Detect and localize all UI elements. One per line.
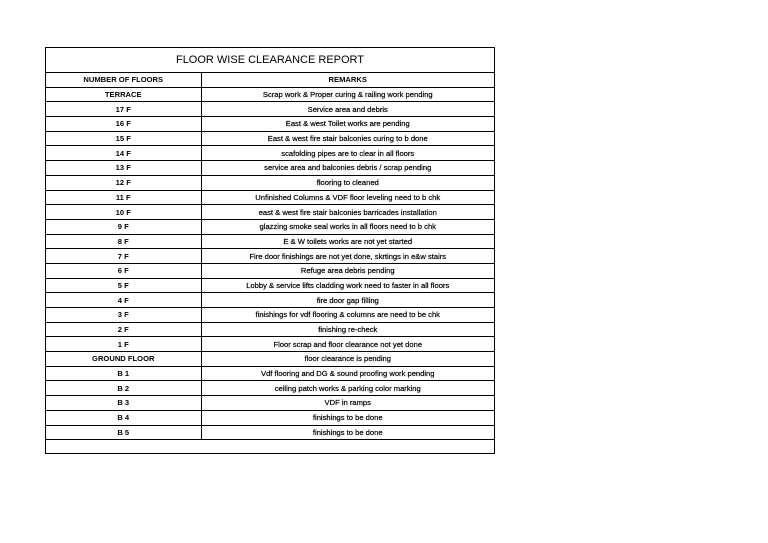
remark-cell: finishings for vdf flooring & columns are need to be chk	[201, 308, 494, 323]
remark-cell: Vdf flooring and DG & sound proofing work pending	[201, 366, 494, 381]
floor-cell: 5 F	[117, 280, 129, 290]
table-row	[46, 263, 494, 278]
table-row	[46, 278, 494, 293]
clearance-report-sheet	[45, 47, 495, 454]
remark-cell: finishings to be done	[201, 410, 494, 425]
floor-cell: 13 F	[115, 163, 131, 173]
remark-cell: east & west fire stair balconies barricades installation	[201, 205, 494, 220]
table-header-row	[46, 73, 494, 87]
floor-cell: 12 F	[115, 178, 131, 188]
table-row	[46, 410, 494, 425]
report-title: FLOOR WISE CLEARANCE REPORT	[46, 48, 494, 73]
table-row	[46, 146, 494, 161]
floor-cell: 6 F	[117, 266, 129, 276]
floor-cell: 3 F	[117, 310, 129, 320]
table-row	[46, 396, 494, 411]
remark-cell: finishing re-check	[201, 322, 494, 337]
table-row	[46, 161, 494, 176]
table-row	[46, 205, 494, 220]
floor-cell: 2 F	[117, 325, 129, 335]
table-row	[46, 102, 494, 117]
table-row	[46, 381, 494, 396]
table-row	[46, 308, 494, 323]
remark-cell: E & W toilets works are not yet started	[201, 234, 494, 249]
remark-cell: Floor scrap and floor clearance not yet done	[201, 337, 494, 352]
table-row	[46, 249, 494, 264]
remark-cell: floor clearance is pending	[201, 352, 494, 367]
table-row	[46, 87, 494, 102]
floor-cell: 7 F	[117, 251, 129, 261]
table-row	[46, 219, 494, 234]
table-row	[46, 366, 494, 381]
floor-cell: B 1	[117, 369, 130, 379]
remark-cell: Lobby & service lifts cladding work need to faster in all floors	[201, 278, 494, 293]
remark-cell: VDF in ramps	[201, 396, 494, 411]
floor-cell: 9 F	[117, 222, 129, 232]
remark-cell: flooring to cleaned	[201, 175, 494, 190]
floor-cell: 16 F	[115, 119, 131, 129]
floor-cell: 10 F	[115, 207, 131, 217]
clearance-table	[46, 73, 494, 440]
table-row	[46, 337, 494, 352]
floor-cell: B 5	[117, 427, 130, 437]
floor-cell: 11 F	[115, 192, 131, 202]
remark-cell: Scrap work & Proper curing & railing work pending	[201, 87, 494, 102]
floor-cell: 4 F	[117, 295, 129, 305]
floor-cell: TERRACE	[104, 90, 142, 100]
table-row	[46, 352, 494, 367]
remark-cell: fire door gap filling	[201, 293, 494, 308]
remark-cell: ceiling patch works & parking color marking	[201, 381, 494, 396]
floor-cell: 14 F	[115, 148, 131, 158]
table-row	[46, 322, 494, 337]
remarks-column-header: REMARKS	[201, 73, 494, 87]
table-row	[46, 293, 494, 308]
remark-cell: East & west Toilet works are pending	[201, 117, 494, 132]
remark-cell: finishings to be done	[201, 425, 494, 440]
floor-cell: GROUND FLOOR	[92, 354, 155, 364]
floor-cell: 8 F	[117, 236, 129, 246]
empty-footer-row	[46, 440, 494, 453]
table-row	[46, 117, 494, 132]
floor-cell: 17 F	[115, 104, 131, 114]
table-row	[46, 425, 494, 440]
remark-cell: Service area and debris	[201, 102, 494, 117]
remark-cell: Unfinished Columns & VDF floor leveling need to b chk	[201, 190, 494, 205]
table-row	[46, 190, 494, 205]
table-row	[46, 131, 494, 146]
remark-cell: East & west fire stair balconies curing to b done	[201, 131, 494, 146]
remark-cell: Refuge area debris pending	[201, 263, 494, 278]
floor-cell: B 2	[117, 383, 130, 393]
floor-cell: 1 F	[117, 339, 129, 349]
remark-cell: glazzing smoke seal works in all floors need to b chk	[201, 219, 494, 234]
floor-cell: B 4	[117, 413, 130, 423]
remark-cell: service area and balconies debris / scrap pending	[201, 161, 494, 176]
floor-cell: B 3	[117, 398, 130, 408]
floor-cell: 15 F	[115, 134, 131, 144]
floors-column-header: NUMBER OF FLOORS	[46, 73, 201, 87]
table-row	[46, 175, 494, 190]
remark-cell: scafolding pipes are to clear in all floors	[201, 146, 494, 161]
table-row	[46, 234, 494, 249]
remark-cell: Fire door finishings are not yet done, skrtings in e&w stairs	[201, 249, 494, 264]
